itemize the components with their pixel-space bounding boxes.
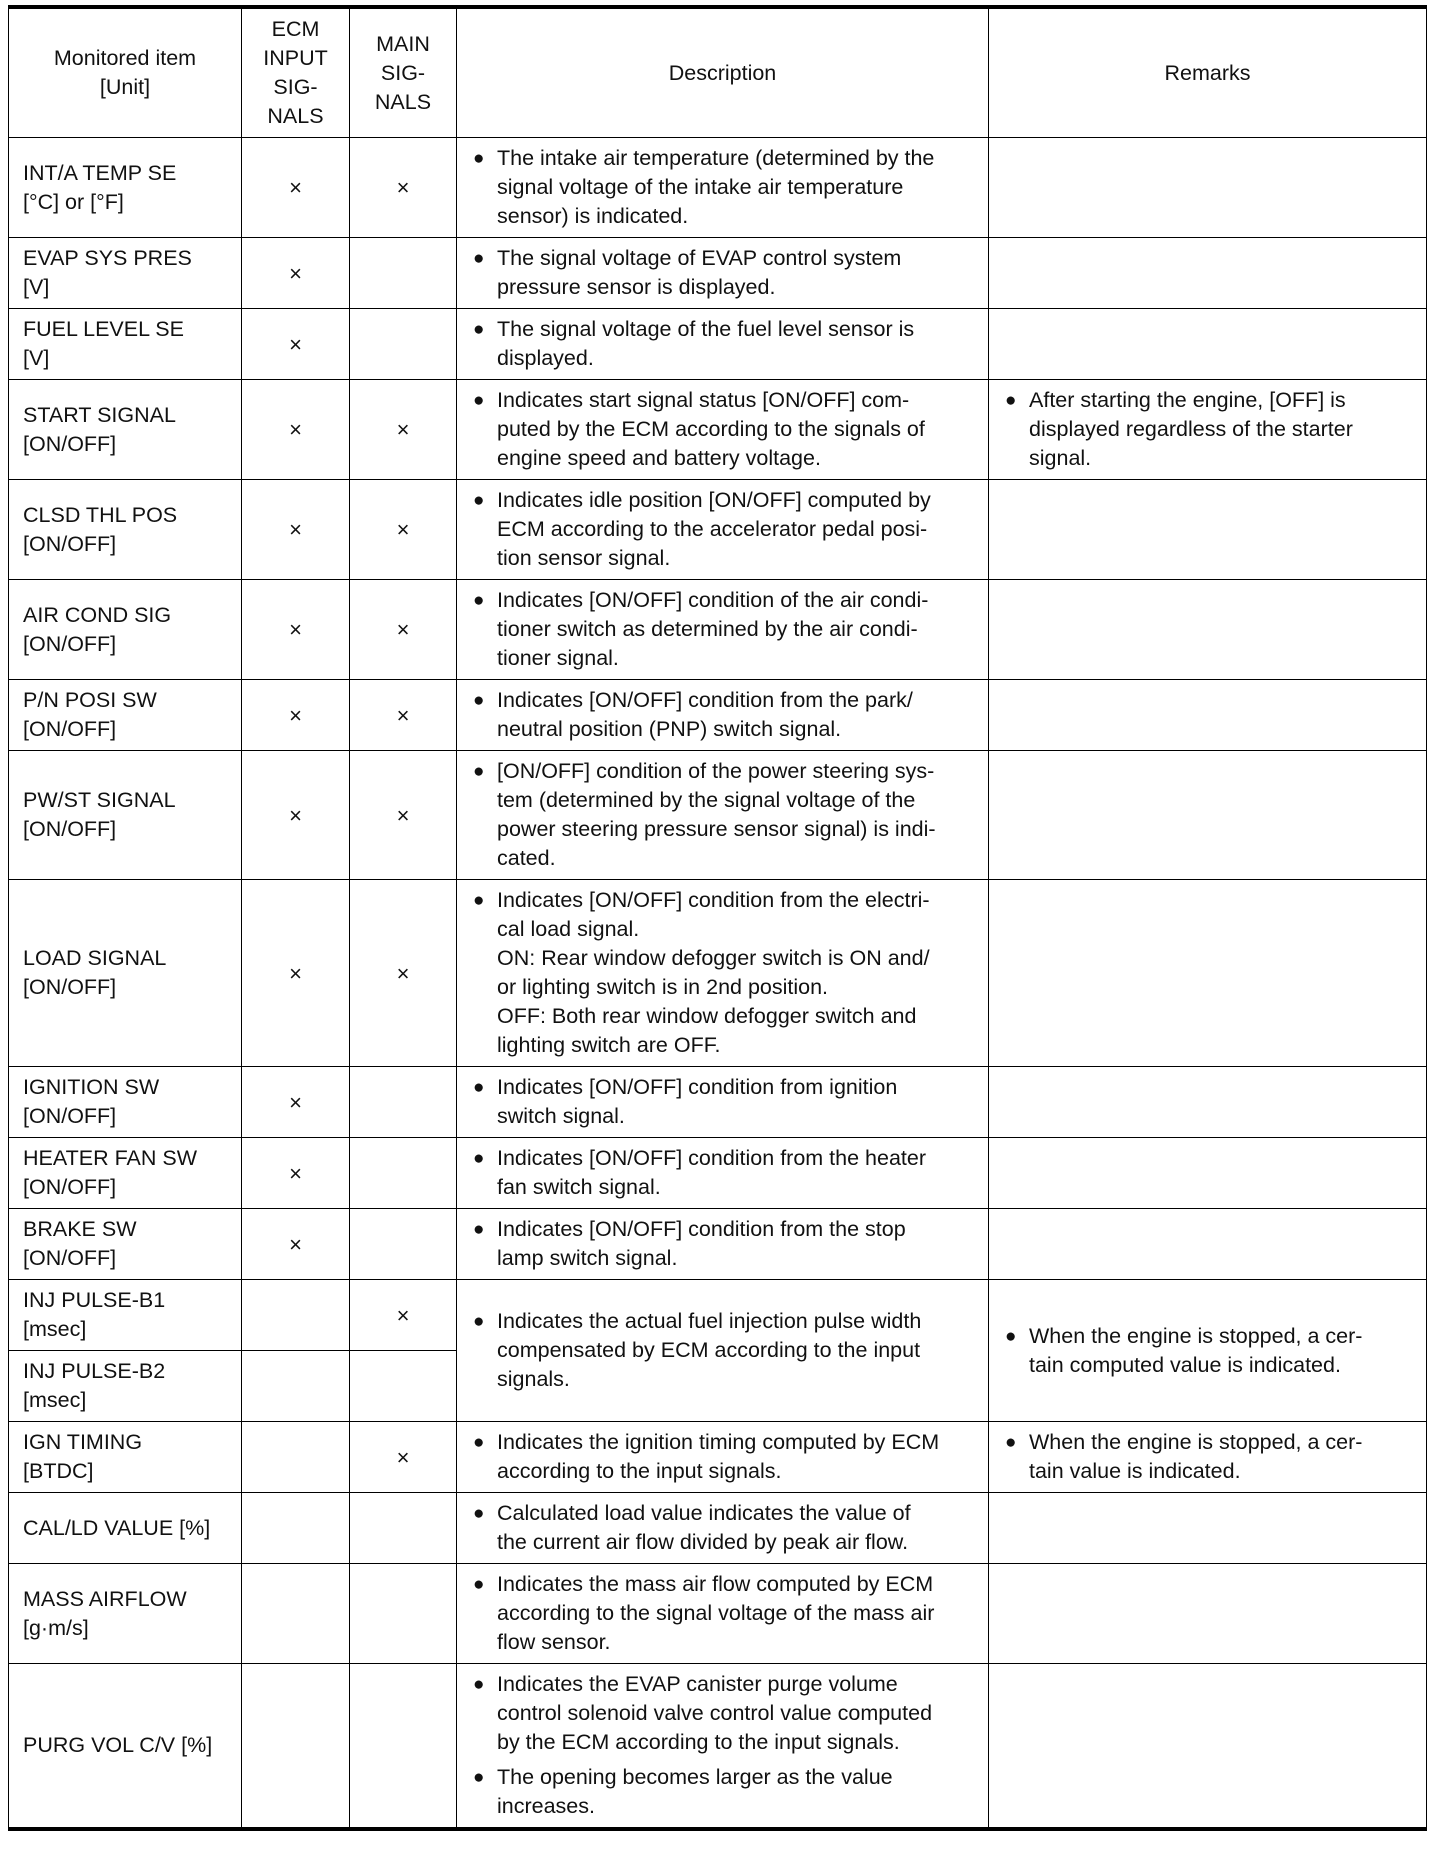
monitor-item-table-sheet bbox=[8, 5, 1426, 1831]
description-cell bbox=[457, 1138, 989, 1209]
text-line: Indicates [ON/OFF] condition from the park/ bbox=[497, 688, 913, 712]
text-line: [ON/OFF] bbox=[23, 1104, 117, 1128]
text-line: PW/ST SIGNAL bbox=[23, 788, 176, 812]
bullet-item bbox=[471, 315, 976, 373]
text-line: [ON/OFF] bbox=[23, 431, 117, 456]
text-line: LOAD SIGNAL bbox=[23, 946, 167, 970]
remarks-cell bbox=[989, 238, 1427, 309]
description-cell bbox=[457, 1422, 989, 1493]
table-row bbox=[9, 1564, 1427, 1664]
text-line: Indicates [ON/OFF] condition from the stop bbox=[497, 1217, 906, 1241]
bullet-icon: ● bbox=[1005, 390, 1017, 411]
text-line: The signal voltage of the fuel level sensor is bbox=[497, 317, 915, 341]
text-line: sensor) is indicated. bbox=[497, 204, 689, 228]
header-remarks: Remarks bbox=[989, 7, 1427, 138]
remarks-cell bbox=[989, 880, 1427, 1067]
text-line: [BTDC] bbox=[23, 1459, 94, 1483]
main-signal-mark bbox=[350, 238, 457, 309]
table-row bbox=[9, 238, 1427, 309]
ecm-input-mark: × bbox=[242, 751, 350, 880]
description-list bbox=[471, 486, 976, 573]
main-signal-mark bbox=[350, 1351, 457, 1422]
text-line: [ON/OFF] bbox=[23, 1246, 117, 1270]
bullet-icon: ● bbox=[473, 690, 485, 711]
bullet-icon: ● bbox=[473, 1219, 485, 1240]
bullet-icon: ● bbox=[473, 1503, 485, 1524]
text-line: tem (determined by the signal voltage of the bbox=[497, 788, 916, 812]
main-signal-mark: × bbox=[350, 880, 457, 1067]
ecm-input-mark bbox=[242, 1493, 350, 1564]
table-row bbox=[9, 1664, 1427, 1830]
text-line: When the engine is stopped, a cer- bbox=[1029, 1430, 1363, 1454]
text-line: or lighting switch is in 2nd position. bbox=[497, 975, 829, 999]
header-line: NALS bbox=[374, 89, 432, 114]
text-line: displayed. bbox=[497, 346, 594, 370]
text-line: ECM according to the accelerator pedal posi- bbox=[497, 517, 928, 541]
ecm-input-mark bbox=[242, 1664, 350, 1830]
text-line: FUEL LEVEL SE bbox=[23, 317, 184, 341]
header-line: ECM bbox=[271, 17, 320, 41]
description-cell bbox=[457, 1280, 989, 1422]
text-line: [g·m/s] bbox=[23, 1615, 89, 1640]
description-list bbox=[471, 386, 976, 473]
bullet-item bbox=[1003, 1322, 1414, 1380]
monitored-items-table bbox=[8, 5, 1427, 1831]
text-line: control solenoid valve control value computed bbox=[497, 1701, 933, 1725]
text-line: lamp switch signal. bbox=[497, 1246, 678, 1270]
main-signal-mark: × bbox=[350, 1280, 457, 1351]
monitored-item-cell bbox=[9, 480, 242, 580]
main-signal-mark bbox=[350, 309, 457, 380]
text-line: AIR COND SIG bbox=[23, 602, 172, 627]
main-signal-mark: × bbox=[350, 1422, 457, 1493]
table-row bbox=[9, 580, 1427, 680]
ecm-input-mark bbox=[242, 1422, 350, 1493]
text-line: [°C] or [°F] bbox=[23, 189, 124, 214]
text-line: [ON/OFF] bbox=[23, 975, 117, 999]
table-row bbox=[9, 1493, 1427, 1564]
monitored-item-cell bbox=[9, 1664, 242, 1830]
text-line: [msec] bbox=[23, 1317, 87, 1341]
remarks-cell bbox=[989, 1564, 1427, 1664]
bullet-item bbox=[1003, 386, 1414, 473]
remarks-cell bbox=[989, 1493, 1427, 1564]
main-signal-mark: × bbox=[350, 138, 457, 238]
bullet-item bbox=[471, 1307, 976, 1394]
bullet-icon: ● bbox=[1005, 1325, 1017, 1347]
text-line: [V] bbox=[23, 346, 50, 370]
description-list bbox=[471, 757, 976, 873]
text-line: Indicates start signal status [ON/OFF] com- bbox=[497, 388, 910, 412]
bullet-icon: ● bbox=[473, 490, 485, 511]
remarks-cell bbox=[989, 480, 1427, 580]
header-main-signals bbox=[350, 7, 457, 138]
text-line: tioner signal. bbox=[497, 646, 619, 670]
monitored-item-cell bbox=[9, 309, 242, 380]
description-cell bbox=[457, 1664, 989, 1830]
monitored-item-cell bbox=[9, 580, 242, 680]
text-line: IGN TIMING bbox=[23, 1430, 143, 1454]
remarks-list bbox=[1003, 1322, 1414, 1380]
description-list bbox=[471, 1307, 976, 1394]
text-line: After starting the engine, [OFF] is bbox=[1029, 388, 1346, 412]
remarks-cell bbox=[989, 1067, 1427, 1138]
text-line: switch signal. bbox=[497, 1104, 625, 1128]
header-line: INPUT bbox=[263, 46, 328, 70]
description-cell bbox=[457, 751, 989, 880]
text-line: START SIGNAL bbox=[23, 402, 176, 427]
text-line: [V] bbox=[23, 275, 50, 299]
ecm-input-mark: × bbox=[242, 880, 350, 1067]
remarks-cell bbox=[989, 751, 1427, 880]
bullet-icon: ● bbox=[473, 1674, 485, 1695]
bullet-icon: ● bbox=[1005, 1432, 1017, 1453]
text-line: increases. bbox=[497, 1794, 595, 1818]
bullet-icon: ● bbox=[473, 1148, 485, 1169]
text-line: tion sensor signal. bbox=[497, 546, 671, 570]
remarks-list bbox=[1003, 386, 1414, 473]
text-line: fan switch signal. bbox=[497, 1175, 661, 1199]
description-cell bbox=[457, 480, 989, 580]
bullet-item bbox=[471, 686, 976, 744]
remarks-cell bbox=[989, 1209, 1427, 1280]
table-row bbox=[9, 1067, 1427, 1138]
remarks-cell bbox=[989, 580, 1427, 680]
bullet-item bbox=[471, 1499, 976, 1557]
description-cell bbox=[457, 580, 989, 680]
description-cell bbox=[457, 238, 989, 309]
remarks-cell bbox=[989, 1664, 1427, 1830]
text-line: HEATER FAN SW bbox=[23, 1146, 198, 1170]
bullet-icon: ● bbox=[473, 1311, 485, 1332]
header-line: MAIN bbox=[376, 31, 430, 56]
description-list bbox=[471, 1215, 976, 1273]
text-line: [ON/OFF] condition of the power steering sys- bbox=[497, 759, 935, 783]
table-row bbox=[9, 1209, 1427, 1280]
text-line: engine speed and battery voltage. bbox=[497, 446, 821, 470]
monitored-item-cell bbox=[9, 1067, 242, 1138]
text-line: Calculated load value indicates the value of bbox=[497, 1501, 911, 1525]
bullet-item bbox=[1003, 1428, 1414, 1486]
text-line: CLSD THL POS bbox=[23, 502, 178, 527]
table-row bbox=[9, 309, 1427, 380]
text-line: Indicates [ON/OFF] condition from the electri- bbox=[497, 888, 930, 912]
description-cell bbox=[457, 1493, 989, 1564]
text-line: Indicates [ON/OFF] condition from the heater bbox=[497, 1146, 926, 1170]
text-line: The signal voltage of EVAP control system bbox=[497, 246, 902, 270]
table-row bbox=[9, 138, 1427, 238]
text-line: BRAKE SW bbox=[23, 1217, 137, 1241]
monitored-item-cell bbox=[9, 1493, 242, 1564]
text-line: Indicates [ON/OFF] condition of the air condi- bbox=[497, 588, 929, 612]
monitored-item-cell bbox=[9, 380, 242, 480]
monitored-item-cell bbox=[9, 1209, 242, 1280]
bullet-item bbox=[471, 1670, 976, 1757]
bullet-icon: ● bbox=[473, 1767, 485, 1788]
text-line: tain computed value is indicated. bbox=[1029, 1352, 1341, 1377]
bullet-item bbox=[471, 757, 976, 873]
remarks-list bbox=[1003, 1428, 1414, 1486]
remarks-cell bbox=[989, 380, 1427, 480]
monitored-item-cell bbox=[9, 138, 242, 238]
bullet-item bbox=[471, 1763, 976, 1821]
description-list bbox=[471, 1428, 976, 1486]
text-line: [ON/OFF] bbox=[23, 817, 117, 841]
text-line: INJ PULSE-B1 bbox=[23, 1288, 166, 1312]
bullet-icon: ● bbox=[473, 148, 485, 169]
text-line: [ON/OFF] bbox=[23, 717, 117, 741]
table-row bbox=[9, 1422, 1427, 1493]
bullet-icon: ● bbox=[473, 390, 485, 411]
ecm-input-mark: × bbox=[242, 138, 350, 238]
text-line: [msec] bbox=[23, 1388, 87, 1412]
ecm-input-mark bbox=[242, 1564, 350, 1664]
header-description: Description bbox=[457, 7, 989, 138]
text-line: lighting switch are OFF. bbox=[497, 1033, 721, 1057]
main-signal-mark: × bbox=[350, 751, 457, 880]
text-line: tioner switch as determined by the air condi- bbox=[497, 617, 918, 641]
bullet-icon: ● bbox=[473, 761, 485, 782]
main-signal-mark bbox=[350, 1067, 457, 1138]
text-line: EVAP SYS PRES bbox=[23, 246, 192, 270]
main-signal-mark bbox=[350, 1564, 457, 1664]
header-row bbox=[9, 7, 1427, 138]
text-line: cated. bbox=[497, 846, 556, 870]
text-line: Indicates the EVAP canister purge volume bbox=[497, 1672, 898, 1696]
description-list bbox=[471, 1570, 976, 1657]
text-line: OFF: Both rear window defogger switch and bbox=[497, 1004, 917, 1028]
text-line: according to the signal voltage of the mass air bbox=[497, 1601, 935, 1625]
description-cell bbox=[457, 880, 989, 1067]
bullet-item bbox=[471, 1144, 976, 1202]
text-line: [ON/OFF] bbox=[23, 631, 117, 656]
description-cell bbox=[457, 138, 989, 238]
description-list bbox=[471, 144, 976, 231]
main-signal-mark bbox=[350, 1209, 457, 1280]
bullet-item bbox=[471, 1073, 976, 1131]
text-line: PURG VOL C/V [%] bbox=[23, 1733, 213, 1757]
text-line: Indicates the actual fuel injection pulse width bbox=[497, 1309, 922, 1333]
monitored-item-cell bbox=[9, 680, 242, 751]
ecm-input-mark bbox=[242, 1280, 350, 1351]
bullet-icon: ● bbox=[473, 319, 485, 340]
text-line: The intake air temperature (determined by the bbox=[497, 146, 935, 170]
main-signal-mark bbox=[350, 1138, 457, 1209]
bullet-item bbox=[471, 586, 976, 673]
bullet-icon: ● bbox=[473, 248, 485, 269]
bullet-item bbox=[471, 1215, 976, 1273]
bullet-icon: ● bbox=[473, 590, 485, 611]
monitored-item-cell bbox=[9, 1422, 242, 1493]
monitored-item-cell bbox=[9, 751, 242, 880]
header-line: NALS bbox=[267, 104, 324, 128]
remarks-cell bbox=[989, 1280, 1427, 1422]
table-row bbox=[9, 380, 1427, 480]
text-line: puted by the ECM according to the signals of bbox=[497, 417, 925, 441]
ecm-input-mark: × bbox=[242, 238, 350, 309]
remarks-cell bbox=[989, 1422, 1427, 1493]
remarks-cell bbox=[989, 1138, 1427, 1209]
ecm-input-mark bbox=[242, 1351, 350, 1422]
text-line: the current air flow divided by peak air flow. bbox=[497, 1530, 909, 1554]
bullet-item bbox=[471, 1570, 976, 1657]
bullet-icon: ● bbox=[473, 890, 485, 911]
text-line: The opening becomes larger as the value bbox=[497, 1765, 893, 1789]
bullet-item bbox=[471, 386, 976, 473]
header-line: [Unit] bbox=[99, 75, 151, 99]
bullet-item bbox=[471, 486, 976, 573]
text-line: Indicates [ON/OFF] condition from ignition bbox=[497, 1075, 898, 1099]
text-line: power steering pressure sensor signal) is indi- bbox=[497, 817, 936, 841]
text-line: ON: Rear window defogger switch is ON and/ bbox=[497, 946, 930, 970]
monitored-item-cell bbox=[9, 1564, 242, 1664]
text-line: [ON/OFF] bbox=[23, 531, 117, 556]
monitored-item-cell bbox=[9, 238, 242, 309]
text-line: signal. bbox=[1029, 446, 1092, 470]
remarks-cell bbox=[989, 680, 1427, 751]
text-line: IGNITION SW bbox=[23, 1075, 160, 1099]
monitored-item-cell bbox=[9, 880, 242, 1067]
text-line: MASS AIRFLOW bbox=[23, 1586, 187, 1611]
table-row bbox=[9, 680, 1427, 751]
bullet-item bbox=[471, 1428, 976, 1486]
description-cell bbox=[457, 680, 989, 751]
ecm-input-mark: × bbox=[242, 309, 350, 380]
description-cell bbox=[457, 1209, 989, 1280]
text-line: Indicates idle position [ON/OFF] computed by bbox=[497, 488, 931, 512]
text-line: Indicates the ignition timing computed by ECM bbox=[497, 1430, 940, 1454]
text-line: neutral position (PNP) switch signal. bbox=[497, 717, 842, 741]
ecm-input-mark: × bbox=[242, 680, 350, 751]
main-signal-mark: × bbox=[350, 580, 457, 680]
main-signal-mark: × bbox=[350, 480, 457, 580]
description-list bbox=[471, 686, 976, 744]
table-row bbox=[9, 1280, 1427, 1351]
description-list bbox=[471, 1670, 976, 1821]
text-line: INJ PULSE-B2 bbox=[23, 1359, 166, 1383]
bullet-item bbox=[471, 244, 976, 302]
bullet-item bbox=[471, 144, 976, 231]
main-signal-mark: × bbox=[350, 380, 457, 480]
table-row bbox=[9, 1138, 1427, 1209]
bullet-icon: ● bbox=[473, 1077, 485, 1098]
text-line: displayed regardless of the starter bbox=[1029, 417, 1353, 441]
description-list bbox=[471, 1499, 976, 1557]
text-line: CAL/LD VALUE [%] bbox=[23, 1515, 211, 1540]
text-line: [ON/OFF] bbox=[23, 1175, 117, 1199]
text-line: by the ECM according to the input signals. bbox=[497, 1730, 900, 1754]
main-signal-mark bbox=[350, 1493, 457, 1564]
description-list bbox=[471, 315, 976, 373]
text-line: according to the input signals. bbox=[497, 1459, 782, 1483]
text-line: signal voltage of the intake air temperature bbox=[497, 175, 904, 199]
text-line: INT/A TEMP SE bbox=[23, 160, 177, 185]
header-line: Monitored item bbox=[53, 46, 197, 70]
monitored-item-cell bbox=[9, 1280, 242, 1351]
bullet-icon: ● bbox=[473, 1432, 485, 1453]
ecm-input-mark: × bbox=[242, 1209, 350, 1280]
text-line: tain value is indicated. bbox=[1029, 1459, 1241, 1483]
text-line: pressure sensor is displayed. bbox=[497, 275, 776, 299]
header-ecm-input-signals bbox=[242, 7, 350, 138]
bullet-item bbox=[471, 886, 976, 1060]
text-line: P/N POSI SW bbox=[23, 688, 157, 712]
ecm-input-mark: × bbox=[242, 580, 350, 680]
description-list bbox=[471, 1144, 976, 1202]
description-cell bbox=[457, 309, 989, 380]
table-row bbox=[9, 751, 1427, 880]
description-list bbox=[471, 244, 976, 302]
monitored-item-cell bbox=[9, 1351, 242, 1422]
text-line: Indicates the mass air flow computed by ECM bbox=[497, 1572, 934, 1596]
text-line: When the engine is stopped, a cer- bbox=[1029, 1323, 1363, 1348]
description-cell bbox=[457, 1564, 989, 1664]
ecm-input-mark: × bbox=[242, 1067, 350, 1138]
ecm-input-mark: × bbox=[242, 1138, 350, 1209]
header-line: SIG- bbox=[380, 60, 426, 85]
table-row bbox=[9, 480, 1427, 580]
remarks-cell bbox=[989, 138, 1427, 238]
table-row bbox=[9, 880, 1427, 1067]
text-line: flow sensor. bbox=[497, 1630, 611, 1654]
description-list bbox=[471, 886, 976, 1060]
main-signal-mark bbox=[350, 1664, 457, 1830]
description-list bbox=[471, 1073, 976, 1131]
description-cell bbox=[457, 380, 989, 480]
main-signal-mark: × bbox=[350, 680, 457, 751]
header-line: SIG- bbox=[273, 75, 318, 99]
header-monitored-item bbox=[9, 7, 242, 138]
description-list bbox=[471, 586, 976, 673]
monitored-item-cell bbox=[9, 1138, 242, 1209]
ecm-input-mark: × bbox=[242, 380, 350, 480]
description-cell bbox=[457, 1067, 989, 1138]
ecm-input-mark: × bbox=[242, 480, 350, 580]
remarks-cell bbox=[989, 309, 1427, 380]
text-line: cal load signal. bbox=[497, 917, 640, 941]
text-line: signals. bbox=[497, 1367, 570, 1391]
text-line: compensated by ECM according to the input bbox=[497, 1338, 921, 1362]
bullet-icon: ● bbox=[473, 1574, 485, 1595]
